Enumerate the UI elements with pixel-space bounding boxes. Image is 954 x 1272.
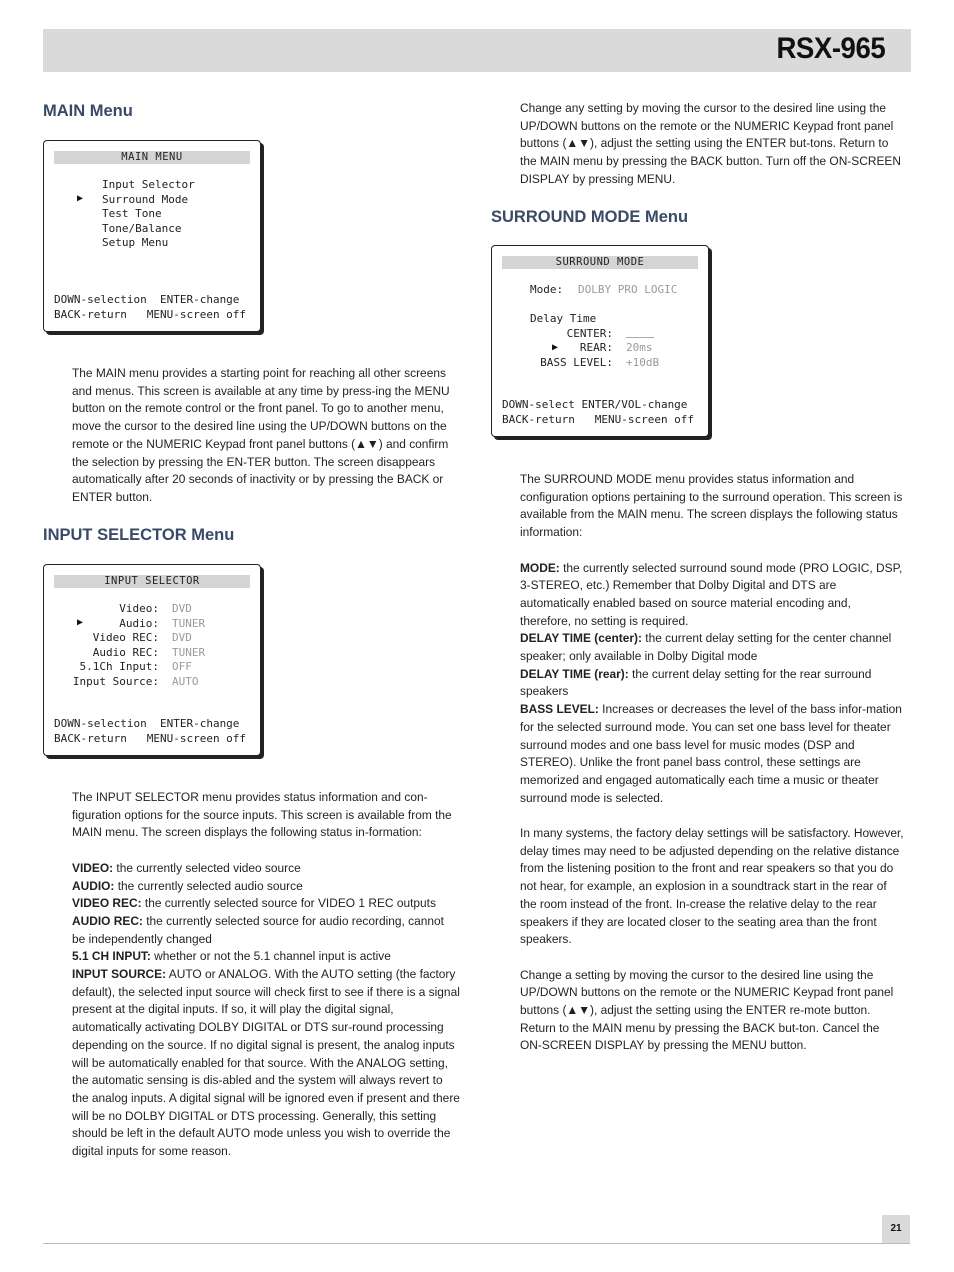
surround-mode-screen	[491, 245, 709, 437]
center-label: CENTER:	[566, 326, 613, 340]
menu-item-input-selector: Input Selector	[102, 178, 195, 191]
osd-footer-line-2: BACK-return MENU-screen off	[502, 412, 695, 426]
input-label-audio: Audio:	[119, 616, 159, 630]
input-value-audio-rec: TUNER	[172, 645, 206, 659]
input-label-audio-rec: Audio REC:	[92, 645, 159, 659]
cursor-arrow-icon: ▶	[77, 617, 84, 628]
main-menu-screen-title: MAIN MENU	[54, 151, 250, 164]
page-number: 21	[882, 1215, 910, 1243]
surround-mode-screen-title: SURROUND MODE	[502, 256, 698, 269]
surround-mode-intro: The SURROUND MODE menu provides status information and configuration options pertaining to the surround operation. This screen is available from the MAIN menu. The screen displays the following status information:	[520, 472, 903, 540]
menu-item-test-tone: Test Tone	[102, 207, 162, 220]
input-selector-screen	[43, 564, 261, 756]
def-bass-level: BASS LEVEL: Increases or decreases the level of the bass infor-mation for the selected surround mode. You can set one bass level for theater surround modes and one bass level for music modes (DSP and STEREO). Unlike the front panel bass control, these settings are memorized and engaged automatically each time a music or theater surround mode is selected.	[520, 702, 902, 805]
mode-label: Mode:	[530, 283, 564, 296]
bass-level-label: BASS LEVEL:	[540, 355, 613, 369]
osd-footer-line-1: DOWN-selection ENTER-change	[54, 717, 240, 730]
def-delay-center: DELAY TIME (center): the current delay setting for the center channel speaker; only available in Dolby Digital mode	[520, 631, 892, 664]
mode-value: DOLBY PRO LOGIC	[578, 283, 678, 296]
input-label-51ch: 5.1Ch Input:	[79, 660, 159, 673]
input-value-input-source: AUTO	[172, 674, 199, 688]
surround-mode-heading: SURROUND MODE Menu	[491, 208, 689, 226]
cursor-arrow-icon: ▶	[77, 193, 84, 204]
input-selector-heading: INPUT SELECTOR Menu	[43, 526, 235, 544]
menu-item-tone-balance: Tone/Balance	[102, 221, 182, 235]
header-bar	[43, 29, 911, 72]
def-audio-rec: AUDIO REC: the currently selected source for audio recording, cannot be independently changed	[72, 913, 444, 946]
input-value-51ch: OFF	[172, 660, 192, 673]
input-value-video: DVD	[172, 602, 192, 615]
def-delay-rear: DELAY TIME (rear): the current delay setting for the rear surround speakers	[520, 666, 872, 699]
input-value-video-rec: DVD	[172, 631, 192, 644]
right-intro-paragraph: Change any setting by moving the cursor to the desired line using the UP/DOWN buttons on the remote or the NUMERIC Keypad front panel buttons (▲▼), adjust the setting using the ENTER but-tons. Return to the MAIN menu by pressing the BACK button. Turn off the ON-SCREEN DISPLAY by pressing MENU.	[520, 101, 901, 186]
def-input-source: INPUT SOURCE: AUTO or ANALOG. With the AUTO setting (the factory default), the selected input source will check first to see if there is a signal present at the digital inputs. If so, it will play the digital signal, automatically activating DOLBY DIGITAL or DTS sur-round processing depending on the source. If no digital signal is present, the analog inputs will be automatically enabled for that source. With the ANALOG setting, the automatic sensing is dis-abled and the system will always revert to the analog inputs. A digital signal will be ignored even if present and there will be no DOLBY DIGITAL or DTS processing. Generally, this setting should be left in the default AUTO mode unless you wish to override the digital inputs for some reason.	[72, 967, 460, 1159]
rear-label: REAR:	[579, 341, 613, 354]
main-menu-heading: MAIN Menu	[43, 102, 133, 120]
footer-divider	[43, 1243, 910, 1244]
menu-item-setup-menu: Setup Menu	[102, 236, 169, 249]
input-selector-screen-title: INPUT SELECTOR	[54, 575, 250, 588]
main-menu-description: The MAIN menu provides a starting point for reaching all other screens and menus. This screen is available at any time by press-ing the MENU button on the remote control or the front panel. To go to another menu, move the cursor to the desired line using the UP/DOWN buttons on the remote or the NUMERIC Keypad front panel buttons (▲▼) and confirm the selection by pressing the EN-TER button. The screen disappears automatically after 20 seconds of inactivity or by pressing the BACK or ENTER button.	[72, 366, 450, 504]
def-audio: AUDIO: the currently selected audio source	[72, 878, 303, 893]
def-mode: MODE: the currently selected surround sound mode (PRO LOGIC, DSP, 3-STEREO, etc.) Remember that Dolby Digital and DTS are automatically enabled based on source material encoding and, therefore, no setting is required.	[520, 560, 903, 628]
surround-mode-body	[520, 471, 904, 1055]
input-selector-body	[72, 789, 460, 1161]
input-label-video-rec: Video REC:	[92, 631, 159, 644]
cursor-arrow-icon: ▶	[552, 342, 559, 353]
input-label-input-source: Input Source:	[72, 674, 159, 688]
bass-level-value: +10dB	[626, 355, 660, 369]
osd-footer-line-1: DOWN-select ENTER/VOL-change	[502, 398, 688, 411]
rear-value: 20ms	[626, 341, 653, 354]
osd-footer-line-1: DOWN-selection ENTER-change	[54, 293, 240, 306]
input-label-video: Video:	[119, 602, 159, 615]
change-setting-paragraph: Change a setting by moving the cursor to the desired line using the UP/DOWN buttons on the remote or the NUMERIC Keypad front panel buttons (▲▼), adjust the setting using the ENTER re-mote button. Return to the MAIN menu by pressing the BACK but-ton. Cancel the ON-SCREEN DISPLAY by pressing the MENU button.	[520, 967, 894, 1053]
osd-footer-line-2: BACK-return MENU-screen off	[54, 307, 247, 321]
main-menu-screen	[43, 140, 261, 332]
delay-settings-paragraph: In many systems, the factory delay settings will be satisfactory. However, delay times may need to be adjusted depending on the relative distance from the listening position to the front and rear speakers so that you do not hear, for example, an explosion in a soundtrack start in the rear of the room instead of the front. In-crease the relative delay to the rear speakers if they are located closer to the seating area than the front speakers.	[520, 826, 904, 947]
def-video: VIDEO: the currently selected video source	[72, 860, 301, 875]
center-value-blank	[626, 337, 654, 338]
def-51ch-input: 5.1 CH INPUT: whether or not the 5.1 channel input is active	[72, 949, 391, 964]
delay-time-label: Delay Time	[530, 312, 597, 325]
model-title: RSX-965	[776, 32, 885, 65]
input-value-audio: TUNER	[172, 616, 206, 630]
menu-item-surround-mode: Surround Mode	[102, 192, 189, 206]
osd-footer-line-2: BACK-return MENU-screen off	[54, 731, 247, 745]
input-selector-intro: The INPUT SELECTOR menu provides status information and con-figuration options for the source inputs. This screen is available from the MAIN menu. The screen displays the following status in-formation:	[72, 790, 452, 840]
def-video-rec: VIDEO REC: the currently selected source for VIDEO 1 REC outputs	[72, 896, 436, 911]
